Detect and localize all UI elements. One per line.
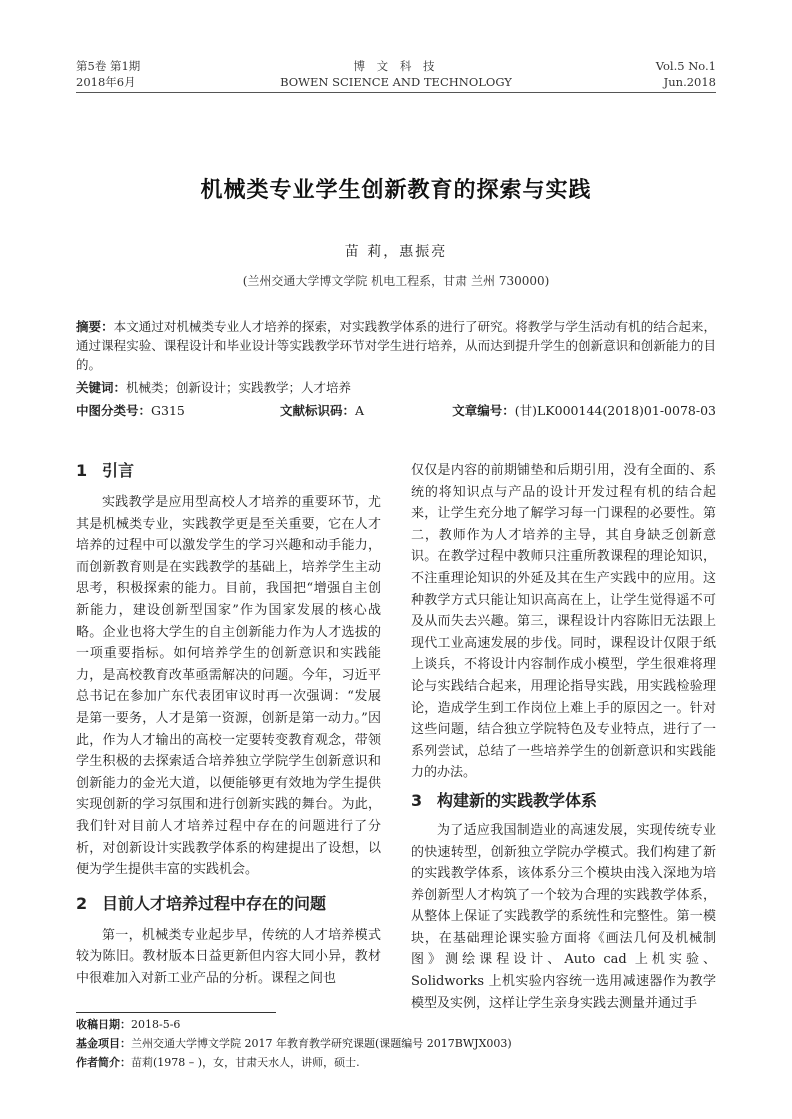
volume-issue-cn: 第5卷 第1期	[76, 59, 141, 73]
keywords	[76, 378, 716, 397]
paper-title: 机械类专业学生创新教育的探索与实践	[200, 177, 592, 203]
keywords-text: 机械类；创新设计；实践教学；人才培养	[126, 380, 352, 395]
footnote-author: 作者简介：苗莉(1978 – )，女，甘肃天水人，讲师，硕士.	[76, 1056, 360, 1069]
footnote-rule	[76, 1012, 276, 1013]
article-number: 文章编号：(甘)LK000144(2018)01-0078-03	[452, 403, 716, 418]
date-en: Jun.2018	[663, 75, 716, 89]
abstract-label: 摘要：	[76, 319, 114, 334]
journal-name-en: BOWEN SCIENCE AND TECHNOLOGY	[280, 75, 512, 89]
affiliation: (兰州交通大学博文学院 机电工程系，甘肃 兰州 730000)	[242, 274, 550, 288]
keywords-label: 关键词：	[76, 380, 127, 395]
abstract-text: 本文通过对机械类专业人才培养的探索，对实践教学体系的进行了研究。将教学与学生活动有机的结合起来，通过课程实验、课程设计和毕业设计等实践教学环节对学生进行培养，从而达到提升学生的创新意识和创新能力的目的。	[76, 319, 716, 372]
section-heading-3: 3 构建新的实践教学体系	[411, 790, 598, 810]
section-heading-1: 1 引言	[76, 461, 135, 480]
authors: 苗 莉，惠振亮	[344, 244, 448, 260]
footnote-fund: 基金项目：兰州交通大学博文学院 2017 年教育教学研究课题(课题编号 2017BWJX003)	[76, 1037, 512, 1050]
footnote-received: 收稿日期：2018-5-6	[76, 1018, 181, 1031]
header-rule	[76, 92, 716, 93]
abstract	[76, 317, 716, 374]
right-column	[411, 460, 716, 1014]
document-code: 文献标识码：A	[280, 403, 365, 418]
clc-number: 中图分类号：G315	[76, 403, 185, 418]
date-cn: 2018年6月	[76, 75, 136, 89]
section-heading-2: 2 目前人才培养过程中存在的问题	[76, 893, 327, 913]
volume-issue-en: Vol.5 No.1	[655, 59, 716, 73]
left-column	[76, 460, 381, 989]
paragraph: 为了适应我国制造业的高速发展，实现传统专业的快速转型，创新独立学院办学模式。我们构建了新的实践教学体系，该体系分三个模块由浅入深地为培养创新型人才构筑了一个较为合理的实践教学体系，从整体上保证了实践教学的系统性和完整性。第一模块，在基础理论课实验方面将《画法几何及机械制图》测绘课程设计、Auto cad 上机实验、Solidworks 上机实验内容统一选用减速器作为教学模型及实例，这样让学生亲身实践去测量并通过手	[411, 822, 716, 1011]
paragraph: 第一，机械类专业起步早，传统的人才培养模式较为陈旧。教材版本日益更新但内容大同小异，教材中很难加入对新工业产品的分析。课程之间也	[76, 927, 381, 986]
paragraph-continued: 仅仅是内容的前期铺垫和后期引用，没有全面的、系统的将知识点与产品的设计开发过程有机的结合起来，让学生充分地了解学习每一门课程的必要性。第二，教师作为人才培养的主导，其自身缺乏创新意识。在教学过程中教师只注重所教课程的理论知识，不注重理论知识的外延及其在生产实践中的应用。这种教学方式只能让知识高高在上，让学生觉得遥不可及从而失去兴趣。第三，课程设计内容陈旧无法跟上现代工业高速发展的步伐。同时，课程设计仅限于纸上谈兵，不将设计内容制作成小模型，学生很难将理论与实践结合起来，用理论指导实践，用实践检验理论，造成学生到工作岗位上难上手的原因之一。针对这些问题，结合独立学院特色及专业特点，进行了一系列尝试，总结了一些培养学生的创新意识和实践能力的办法。	[411, 463, 716, 781]
journal-name-cn: 博 文 科 技	[353, 59, 439, 73]
paragraph: 实践教学是应用型高校人才培养的重要环节，尤其是机械类专业，实践教学更是至关重要，它在人才培养的过程中可以激发学生的学习兴趣和动手能力，而创新教育则是在实践教学的基础上，培养学生主动思考，积极探索的能力。目前，我国把“增强自主创新能力，建设创新型国家”作为国家发展的核心战略。企业也将大学生的自主创新能力作为人才选拔的一项重要指标。如何培养学生的创新意识和实践能力，是高校教育改革亟需解决的问题。今年，习近平总书记在参加广东代表团审议时再一次强调：“发展是第一要务，人才是第一资源，创新是第一动力。”因此，作为人才输出的高校一定要转变教育观念，带领学生积极的去探索适合培养独立学院学生创新意识和创新能力的金光大道，以便能够更有效地为学生提供实现创新的学习氛围和进行创新实践的舞台。为此，我们针对目前人才培养过程中存在的问题进行了分析，对创新设计实践教学体系的构建提出了设想，以便为学生提供丰富的实践机会。	[76, 495, 381, 878]
